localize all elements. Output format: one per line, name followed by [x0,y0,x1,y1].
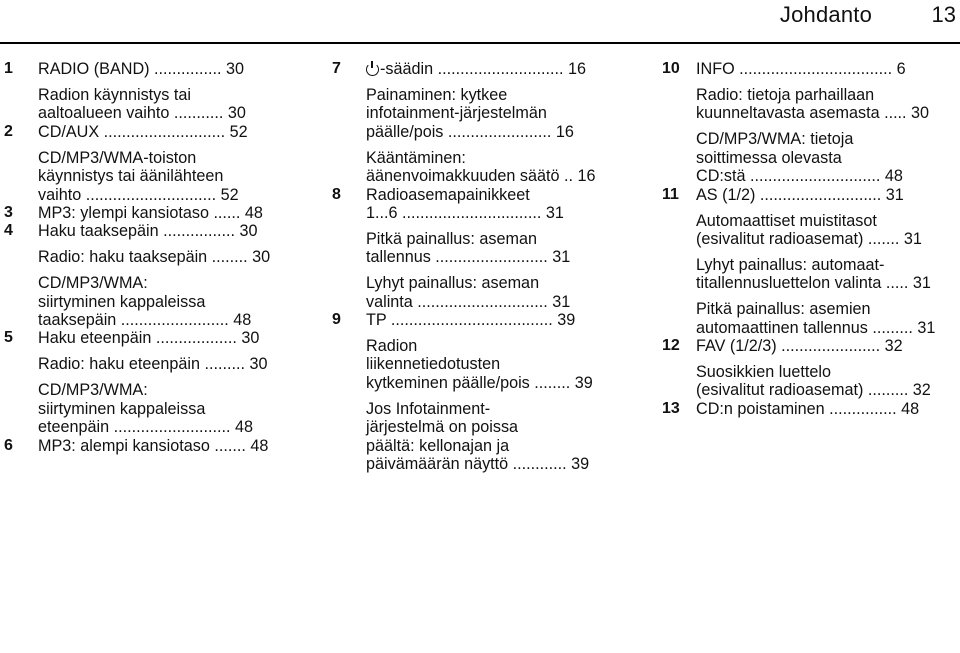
index-entry-control [4,222,294,240]
index-line [332,104,622,122]
index-line [4,437,294,455]
index-line-text: tallennus ......................... 31 [366,248,571,267]
spacer [332,392,622,400]
index-entry-function [662,212,952,249]
index-entry-function [332,230,622,267]
index-line [662,319,952,337]
index-line [662,337,952,355]
index-column-1 [4,60,294,455]
index-line [332,311,622,329]
index-line-text: infotainment-järjestelmän [366,104,547,123]
spacer [662,78,952,86]
index-line [332,86,622,104]
index-line [662,60,952,78]
page-header [0,0,960,42]
index-entry-control [332,186,622,223]
index-line [332,355,622,373]
index-line-text: Jos Infotainment- [366,399,491,418]
index-column-3 [662,60,952,418]
index-line [332,418,622,436]
index-entry-control [662,400,952,418]
index-line-text: soittimessa olevasta [696,148,842,167]
index-line [662,212,952,230]
index-line [332,60,622,78]
index-entry-control [4,204,294,222]
index-line-text: Lyhyt painallus: aseman [366,274,540,293]
index-line-text: titallennusluettelon valinta ..... 31 [696,274,931,293]
spacer [4,374,294,382]
index-line [4,104,294,122]
index-line-text: CD:n poistaminen ............... 48 [696,399,920,418]
index-entry-function [662,256,952,293]
index-entry-function [662,363,952,400]
index-line [4,60,294,78]
control-number: 1 [4,60,13,77]
index-entry-function [662,130,952,185]
spacer [4,78,294,86]
index-line-text: Pitkä painallus: asemien [696,300,871,319]
index-entry-function [4,86,294,123]
index-line-text: päältä: kellonajan ja [366,436,510,455]
index-line [332,149,622,167]
index-line-text: kytkeminen päälle/pois ........ 39 [366,373,593,392]
index-line [4,381,294,399]
index-line-text: MP3: alempi kansiotaso ....... 48 [38,436,269,455]
section-title: Johdanto [779,2,872,27]
index-line [662,86,952,104]
index-line-text: valinta ............................. 31 [366,292,571,311]
index-line [332,123,622,141]
control-number: 11 [662,185,679,203]
index-line-text: Radio: tietoja parhaillaan [696,85,875,104]
index-line [332,204,622,222]
control-number: 5 [4,329,13,347]
index-entry-function [332,274,622,311]
index-line-text: äänenvoimakkuuden säätö .. 16 [366,167,596,186]
index-entry-control [662,337,952,355]
index-line [662,256,952,274]
index-line [662,400,952,418]
index-line [332,167,622,185]
index-line-text: FAV (1/2/3) ...................... 32 [696,337,903,356]
index-column-2 [332,60,622,473]
index-line-text: (esivalitut radioasemat) ....... 31 [696,229,922,248]
index-line [332,374,622,392]
index-entry-function [332,400,622,474]
index-line [4,248,294,266]
spacer [332,267,622,275]
index-line-text: Haku taaksepäin ................ 30 [38,222,258,241]
control-number: 10 [662,60,680,77]
index-line-text: päälle/pois ....................... 16 [366,122,574,141]
index-line [662,300,952,318]
index-line [332,230,622,248]
index-entry-function [4,381,294,436]
index-line [4,86,294,104]
index-entry-function [4,149,294,204]
spacer [332,329,622,337]
control-number: 9 [332,311,341,329]
index-line-text [366,60,586,78]
index-line [662,104,952,122]
index-entry-function [4,248,294,266]
index-line [662,381,952,399]
index-entry-control [332,311,622,329]
index-line [332,400,622,418]
index-line-text: Radioasemapainikkeet [366,185,530,204]
index-entry-control [4,60,294,78]
index-line-text: TP .................................... 39 [366,311,576,330]
index-entry-function [4,355,294,373]
index-line-text: (esivalitut radioasemat) ......... 32 [696,381,931,400]
header-rule [0,42,960,44]
spacer [332,222,622,230]
index-line [332,248,622,266]
index-entry-control [332,60,622,78]
index-line-text: Haku eteenpäin .................. 30 [38,329,260,348]
index-line [4,167,294,185]
index-line-text: päivämäärän näyttö ............ 39 [366,454,590,473]
control-number: 6 [4,436,13,454]
index-line [4,149,294,167]
control-number: 4 [4,222,13,240]
index-line-text: automaattinen tallennus ......... 31 [696,318,936,337]
index-line [4,329,294,347]
index-line [332,437,622,455]
index-line-text: Radion käynnistys tai [38,85,191,104]
index-line [332,455,622,473]
index-line [4,123,294,141]
index-line-text: CD/MP3/WMA: [38,274,148,293]
index-line [332,274,622,292]
index-line-text: taaksepäin ........................ 48 [38,311,252,330]
index-line-text: Pitkä painallus: aseman [366,229,537,248]
index-line [662,167,952,185]
index-line-text: CD/MP3/WMA: tietoja [696,130,854,149]
spacer [332,141,622,149]
spacer [4,267,294,275]
power-icon [366,63,379,76]
index-line [4,222,294,240]
index-entry-function [332,86,622,141]
index-line-label: -säädin ............................ 16 [380,60,587,78]
spacer [662,123,952,131]
index-line-text: eteenpäin .......................... 48 [38,418,254,437]
index-line [4,355,294,373]
index-line-text: Lyhyt painallus: automaat- [696,255,885,274]
control-number: 7 [332,60,341,77]
index-line-text: RADIO (BAND) ............... 30 [38,60,244,78]
index-line [4,400,294,418]
index-line [332,186,622,204]
control-number: 2 [4,122,13,140]
control-number: 13 [662,399,680,417]
index-line-text: Suosikkien luettelo [696,363,831,382]
page-number: 13 [931,2,956,27]
index-line [662,363,952,381]
spacer [662,293,952,301]
spacer [4,241,294,249]
index-line-text: siirtyminen kappaleissa [38,399,206,418]
index-entry-control [4,437,294,455]
index-line-text: siirtyminen kappaleissa [38,292,206,311]
index-line-text: CD/MP3/WMA-toiston [38,148,197,167]
spacer [662,204,952,212]
index-line [662,230,952,248]
index-line-text: käynnistys tai äänilähteen [38,167,224,186]
index-line-text: kuunneltavasta asemasta ..... 30 [696,104,930,123]
index-line [662,274,952,292]
index-line-text: MP3: ylempi kansiotaso ...... 48 [38,203,263,222]
index-line [662,186,952,204]
index-entry-control [4,329,294,347]
index-line [4,311,294,329]
control-number: 12 [662,337,680,355]
index-line-text: vaihto ............................. 52 [38,185,239,204]
spacer [4,348,294,356]
spacer [4,141,294,149]
index-line [4,204,294,222]
index-line-text: Radion [366,337,418,356]
index-line-text: Radio: haku eteenpäin ......... 30 [38,355,268,374]
index-entry-function [662,86,952,123]
index-line [332,337,622,355]
spacer [662,355,952,363]
spacer [662,248,952,256]
index-entry-function [332,149,622,186]
index-entry-function [662,300,952,337]
index-line [332,293,622,311]
index-line [662,130,952,148]
index-line-text: 1...6 ............................... 31 [366,203,564,222]
index-entry-function [4,274,294,329]
index-line-text: CD/MP3/WMA: [38,381,148,400]
control-number: 3 [4,203,13,221]
index-line [4,274,294,292]
index-line-text: AS (1/2) ........................... 31 [696,185,904,204]
index-line [4,418,294,436]
index-line-text: CD:stä ............................. 48 [696,167,903,186]
index-line-text: Kääntäminen: [366,148,466,167]
control-number: 8 [332,185,341,203]
index-entry-control [662,60,952,78]
index-line [4,293,294,311]
spacer [332,78,622,86]
index-line-text: liikennetiedotusten [366,355,501,374]
index-entry-control [662,186,952,204]
index-line-text: aaltoalueen vaihto ........... 30 [38,104,246,123]
index-line-text: INFO .................................. 6 [696,60,906,78]
index-line [662,149,952,167]
index-line-text: Painaminen: kytkee [366,85,508,104]
index-line-text: järjestelmä on poissa [366,418,519,437]
index-line [4,186,294,204]
index-line-text: CD/AUX ........................... 52 [38,122,248,141]
index-line-text: Radio: haku taaksepäin ........ 30 [38,248,271,267]
index-entry-function [332,337,622,392]
index-line-text: Automaattiset muistitasot [696,211,877,230]
index-entry-control [4,123,294,141]
